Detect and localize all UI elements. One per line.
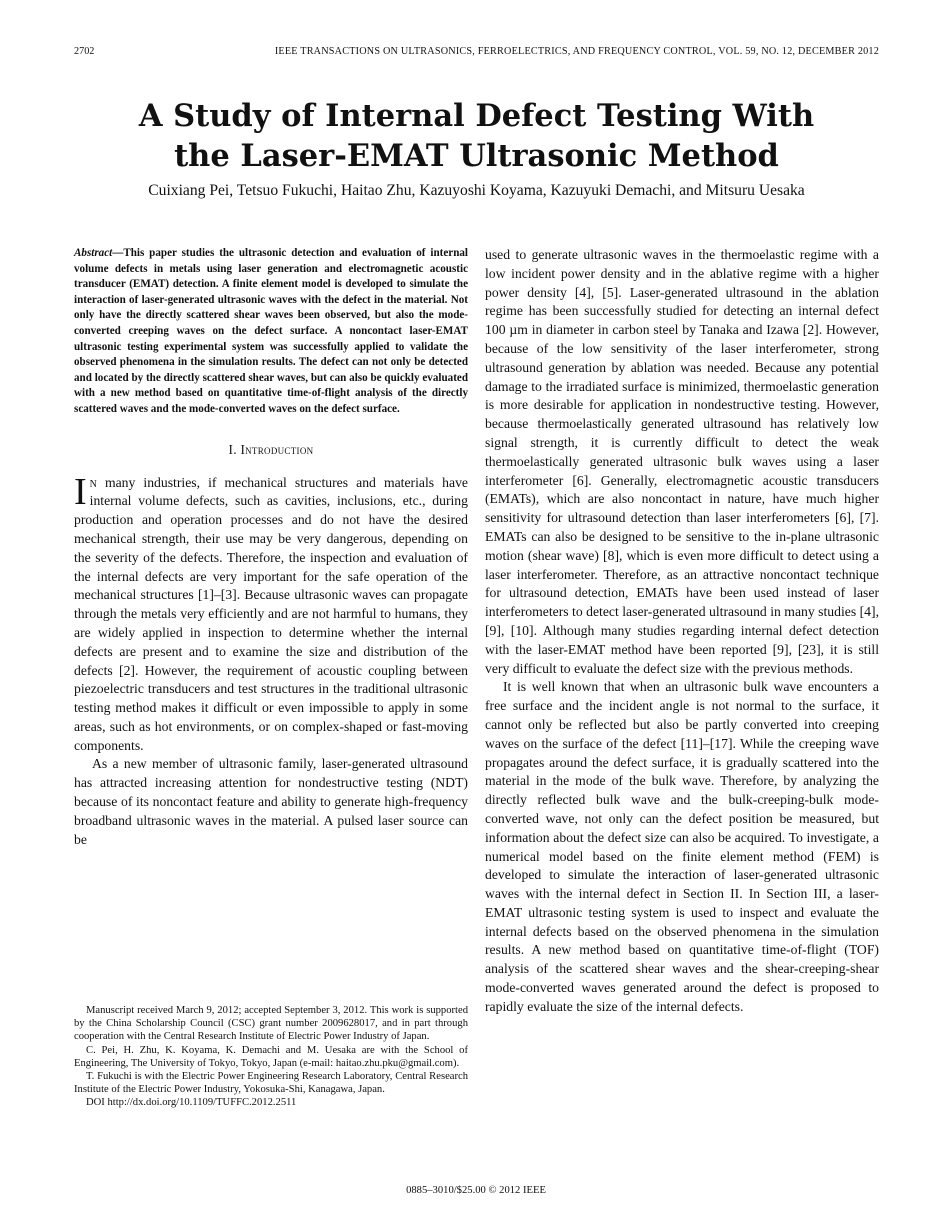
right-paragraph-1: used to generate ultrasonic waves in the thermoelastic regime with a low incident power density and in the ablative regime with a higher power density [4], [5]. Laser-generated ultrasound in the ablation regime has been successfully studied for detecting an internal defect 100 µm in diameter in carbon steel by Tanaka and Izawa [2]. However, because of the low sensitivity of the laser interferometer, strong ultrasound generation by ablation was needed. Because any potential damage to the irradiated surface is minimized, thermoelastic generation is more desirable for application in nondestructive testing. However, because thermoelastically generated ultrasound has relatively low signal strength, it is currently difficult to detect the weak thermoelastically generated ultrasonic bulk waves using a laser interferometer [6]. Generally, electromagnetic acoustic transducers (EMATs), which are also noncontact in nature, have much higher sensitivity for ultrasound detection than laser interferometers [6], [7]. EMATs can also be designed to be sensitive to the in-plane ultrasonic motion (shear wave) [8], which is even more difficult to detect using a laser interferometer. Therefore, as an attractive noncontact technique for ultrasound detection, EMATs have been used instead of laser interferometers to detect laser-generated ultrasound in many studies [4], [9], [10]. Although many studies regarding internal defect detection with the laser-EMAT method have been reported [9], [23], it is still very difficult to evaluate the defect size with the previous methods. (485, 247, 879, 676)
right-paragraph-2: It is well known that when an ultrasonic bulk wave encounters a free surface and the incident angle is not normal to the surface, it cannot only be reflected but also be partly converted into creeping waves on the surface of the defect [11]–[17]. While the creeping wave propagates around the defect surface, it is gradually scattered into the material in the mode of the bulk wave. Therefore, by analyzing the directly reflected bulk wave and the bulk-creeping-bulk mode-converted wave, not only can the defect position be measured, but information about the defect size can also be acquired. To investigate, a numerical model based on the finite element method (FEM) is developed to simulate the interaction of laser-generated ultrasonic waves with the internal defect in Section II. In Section III, a laser- EMAT ultrasonic testing system is used to inspect and evaluate the internal defects based on the observed phenomena in the simulation results. A new method based on quantitative time-of-flight (TOF) analysis of the scattered shear waves and the shear-creeping-shear mode-converted waves generated around the defect is proposed to rapidly evaluate the size of the internal defects. (485, 679, 879, 1014)
intro-paragraph-1-text: many industries, if mechanical structures and materials have internal volume defects, such as cavities, inclusions, etc., during production and operation processes and do not have the desired mechanical strength, their use may be very dangerous, depending on the severity of the defects. Therefore, the inspection and evaluation of the internal defects are very important for the safe operation of the mechanical structures [1]–[3]. Because ultrasonic waves can propagate through the metals very efficiently and are not harmful to humans, they are widely applied in inspection to determine whether the internal defects are present and to examine the size and distribution of the defects [2]. However, the requirement of acoustic coupling between piezoelectric transducers and test structures in the traditional ultrasonic testing method makes it difficult or even impossible to apply in some areas, such as hot environments, or on complex-shaped or fast-moving components. (74, 474, 468, 753)
intro-paragraph-2: As a new member of ultrasonic family, laser-generated ultrasound has attracted increasing attention for nondestructive testing (NDT) because of its noncontact feature and ability to generate high-frequency broadband ultrasonic waves in the material. A pulsed laser source can be (74, 756, 468, 847)
page-number: 2702 (74, 46, 95, 57)
author-list: Cuixiang Pei, Tetsuo Fukuchi, Haitao Zhu, Kazuyoshi Koyama, Kazuyuki Demachi, and Mitsuru Uesaka (148, 182, 805, 199)
title-line-1: A Study of Internal Defect Testing With (138, 98, 815, 134)
drop-cap: I (74, 470, 87, 513)
abstract-text: —This paper studies the ultrasonic detection and evaluation of internal volume defects in metals using laser generation and electromagnetic acoustic transducer (EMAT) detection. A finite element model is developed to simulate the interaction of laser-generated ultrasonic waves with the defect in the material. Not only have the directly scattered shear waves been observed, but also the mode-converted creeping waves on the defect surface. A noncontact laser-EMAT ultrasonic testing experimental system was successfully applied to validate the observed phenomena in the simulation results. The defect can not only be detected and located by the directly scattered shear waves, but can also be quickly evaluated with a new method based on quantitative time-of-flight analysis of the directly scattered waves and the mode-converted waves on the defect surface. (74, 247, 468, 415)
footnotes (74, 1004, 468, 1110)
abstract-label: Abstract (74, 247, 113, 259)
intro-lead-word: n (89, 474, 97, 490)
section-title: Introduction (240, 441, 314, 457)
right-column (485, 246, 879, 1017)
paper-title (74, 96, 879, 176)
page-header (74, 46, 879, 60)
section-number: I. (228, 441, 241, 457)
section-heading-introduction (74, 442, 468, 458)
copyright-footer: 0885–3010/$25.00 © 2012 IEEE (406, 1185, 546, 1196)
left-column (74, 246, 468, 849)
footnote-received: Manuscript received March 9, 2012; accepted September 3, 2012. This work is supported by the China Scholarship Council (CSC) grant number 2009628017, and in part through cooperation with the Central Research Institute of Electric Power Industry of Japan. (74, 1005, 468, 1043)
abstract (74, 246, 468, 418)
footnote-doi: DOI http://dx.doi.org/10.1109/TUFFC.2012.2511 (86, 1097, 297, 1109)
intro-paragraph-1 (74, 470, 468, 756)
footnote-affiliation-1: C. Pei, H. Zhu, K. Koyama, K. Demachi and M. Uesaka are with the School of Engineering, The University of Tokyo, Tokyo, Japan (e-mail: haitao.zhu.pku@gmail.com). (74, 1044, 468, 1069)
footnote-affiliation-2: T. Fukuchi is with the Electric Power Engineering Research Laboratory, Central Research Institute of the Electric Power Industry, Yokosuka-Shi, Kanagawa, Japan. (74, 1071, 468, 1096)
title-line-2: the Laser-EMAT Ultrasonic Method (174, 138, 779, 174)
journal-running-head: IEEE TRANSACTIONS ON ULTRASONICS, FERROELECTRICS, AND FREQUENCY CONTROL, VOL. 59, NO. 12, DECEMBER 2012 (274, 46, 879, 57)
